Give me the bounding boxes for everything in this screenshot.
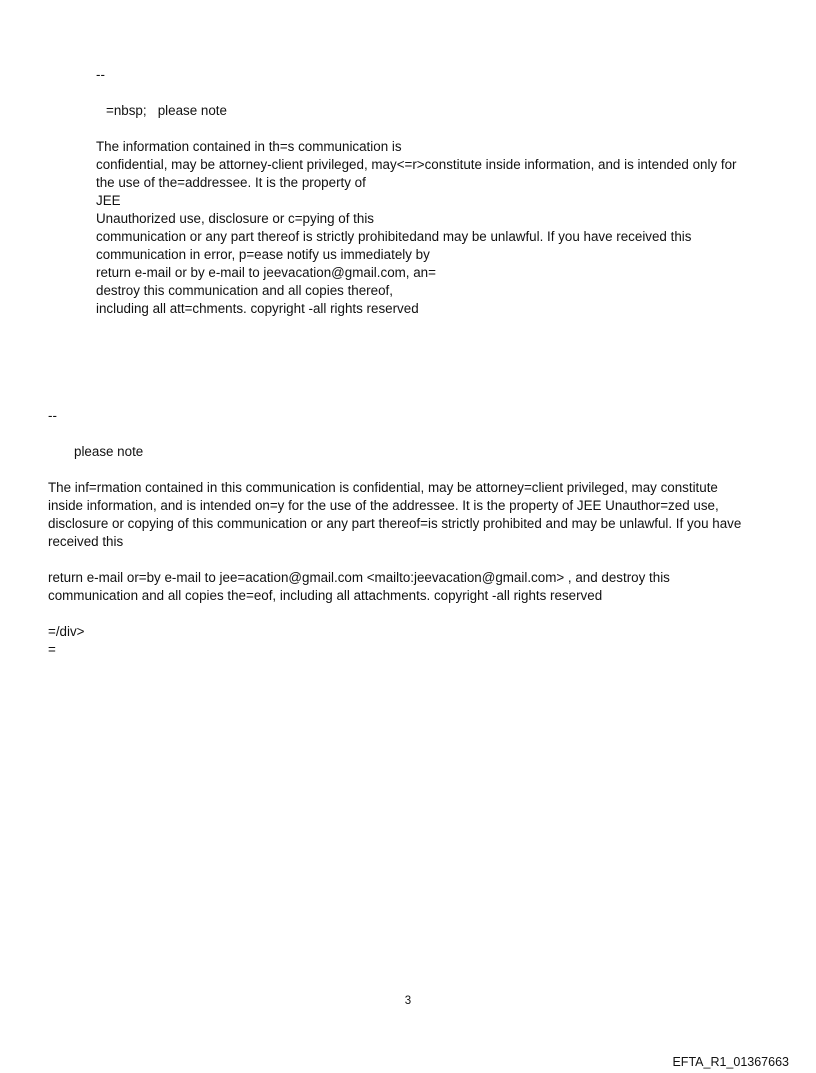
block2-line: return e-mail or=by e-mail to jee=acation@gmail.com <mailto:jeevacation@gmail.com> , and destroy this xyxy=(48,570,670,585)
block1-line: JEE xyxy=(96,193,121,208)
block1-line: including all att=chments. copyright -all rights reserved xyxy=(96,301,419,316)
document-id: EFTA_R1_01367663 xyxy=(672,1055,789,1069)
block2-line: communication and all copies the=eof, including all attachments. copyright -all rights reserved xyxy=(48,588,603,603)
separator-1: -- xyxy=(96,67,105,82)
block1-line: confidential, may be attorney-client privileged, may<=r>constitute inside information, and is intended only for xyxy=(96,157,737,172)
block2-line: disclosure or copying of this communication or any part thereof=is strictly prohibited and may be unlawful. If you have xyxy=(48,516,742,531)
closing-div-tag: =/div> xyxy=(48,624,85,639)
block1-line: return e-mail or by e-mail to jeevacation@gmail.com, an= xyxy=(96,265,436,280)
page-number: 3 xyxy=(404,995,412,1007)
closing-equals: = xyxy=(48,642,56,657)
block1-line: the use of the=addressee. It is the property of xyxy=(96,175,366,190)
separator-2: -- xyxy=(48,408,57,423)
block2-line: The inf=rmation contained in this communication is confidential, may be attorney=client privileged, may constitute xyxy=(48,480,718,495)
block2-line: received this xyxy=(48,534,124,549)
block1-line: communication in error, p=ease notify us immediately by xyxy=(96,247,430,262)
block2-line: inside information, and is intended on=y for the use of the addressee. It is the property of JEE Unauthor=zed use, xyxy=(48,498,719,513)
please-note-2: please note xyxy=(74,444,144,459)
block1-line: communication or any part thereof is strictly prohibitedand may be unlawful. If you have received this xyxy=(96,229,692,244)
block1-line: Unauthorized use, disclosure or c=pying of this xyxy=(96,211,375,226)
block1-line: The information contained in th=s communication is xyxy=(96,139,402,154)
please-note-1: =nbsp; please note xyxy=(106,103,227,118)
block1-line: destroy this communication and all copies thereof, xyxy=(96,283,393,298)
